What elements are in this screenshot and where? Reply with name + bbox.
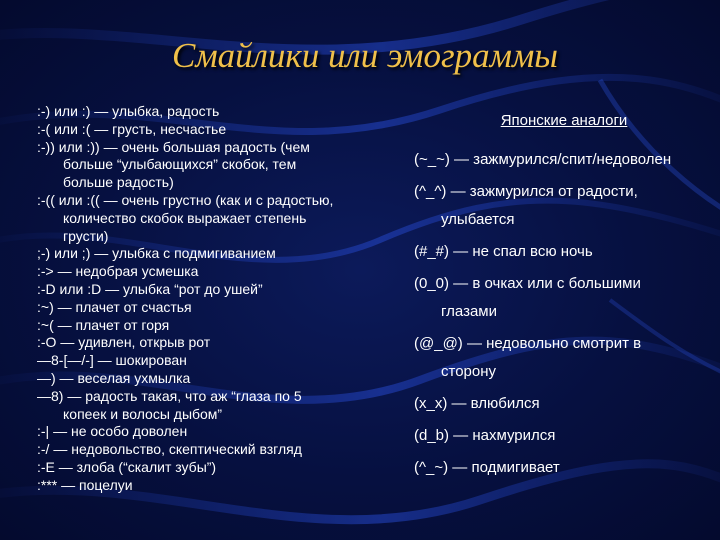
list-item: :~) — плачет от счастья	[37, 298, 192, 315]
list-item: :-| — не особо доволен	[37, 423, 188, 440]
list-item: —) — веселая ухмылка	[37, 369, 191, 386]
list-item: (0_0) — в очках или с большими глазами	[414, 275, 641, 320]
list-item: (^_~) — подмигивает	[414, 459, 560, 476]
slide-title: Смайлики или эмограммы	[171, 36, 559, 75]
japanese-analogs-heading: Японские аналоги	[500, 112, 628, 129]
list-item: (@_@) — недовольно смотрит в сторону	[414, 335, 642, 380]
list-item: (#_#) — не спал всю ночь	[414, 243, 593, 260]
list-item: :-(( или :(( — очень грустно (как и с радостью, количество скобок выражает степень грусти)	[37, 191, 334, 244]
emoticon-list	[37, 103, 407, 495]
list-item: ;-) или ;) — улыбка с подмигиванием	[37, 245, 276, 262]
list-item: :-)) или :)) — очень большая радость (чем больше “улыбающихся” скобок, тем больше радость)	[37, 138, 310, 191]
list-item: :-> — недобрая усмешка	[37, 263, 199, 280]
list-item: :-E — злоба (“скалит зубы”)	[37, 458, 217, 475]
list-item: :*** — поцелуи	[37, 476, 133, 493]
list-item: (d_b) — нахмурился	[414, 427, 556, 444]
japanese-analogs	[414, 112, 714, 486]
list-item: :~( — плачет от горя	[37, 316, 170, 333]
list-item: (x_x) — влюбился	[414, 395, 540, 412]
list-item: :-) или :) — улыбка, радость	[37, 103, 220, 119]
list-item: (~_~) — зажмурился/спит/недоволен	[414, 151, 672, 168]
list-item: (^_^) — зажмурился от радости, улыбается	[414, 183, 638, 228]
list-item: —8) — радость такая, что аж “глаза по 5 копеек и волосы дыбом”	[37, 387, 302, 422]
list-item: —8-[—/-] — шокирован	[37, 352, 187, 369]
list-item: :-/ — недовольство, скептический взгляд	[37, 441, 302, 458]
list-item: :-( или :( — грусть, несчастье	[37, 120, 227, 137]
list-item: :-D или :D — улыбка “рот до ушей”	[37, 280, 263, 297]
list-item: :-O — удивлен, открыв рот	[37, 334, 211, 351]
